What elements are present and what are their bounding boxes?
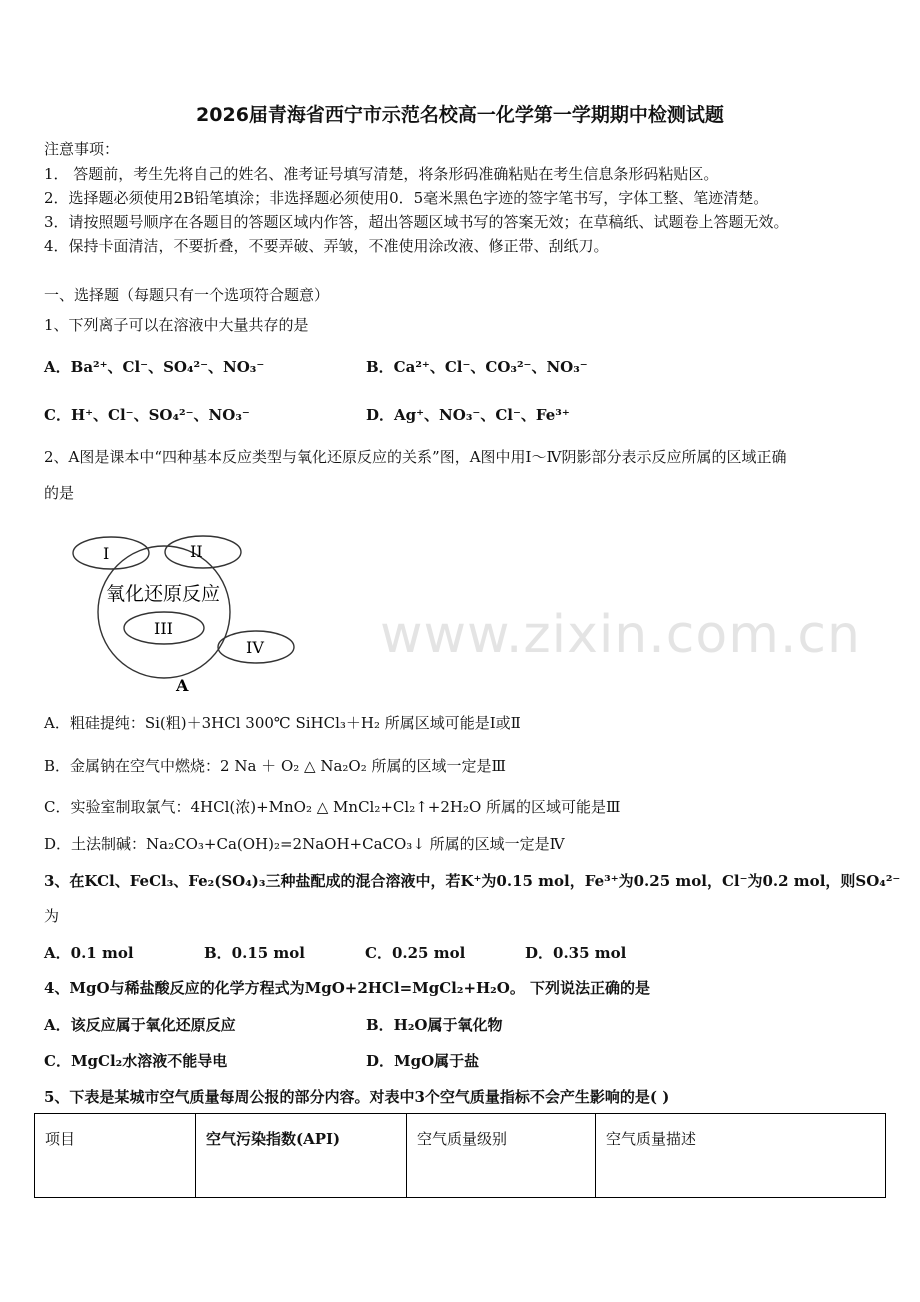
section-heading: 一、选择题（每题只有一个选项符合题意） [44,286,330,304]
redox-label: 氧化还原反应 [106,583,221,605]
table-row [35,1114,886,1198]
q2-option-d: D．土法制碱：Na₂CO₃+Ca(OH)₂=2NaOH+CaCO₃↓ 所属的区域一定是Ⅳ [44,835,565,853]
q1-option-d: D．Ag⁺、NO₃⁻、Cl⁻、Fe³⁺ [366,406,570,424]
q3-option-d: D．0.35 mol [525,944,627,962]
q4-option-c: C．MgCl₂水溶液不能导电 [44,1052,228,1070]
q3-option-c: C．0.25 mol [365,944,466,962]
table-header-cell: 空气质量描述 [596,1114,886,1198]
notice-heading: 注意事项： [44,140,120,158]
region-i-ellipse [73,537,149,569]
q3-stem: 3、在KCl、FeCl₃、Fe₂(SO₄)₃三种盐配成的混合溶液中，若K⁺为0.15 mol，Fe³⁺为0.25 mol，Cl⁻为0.2 mol，则SO₄²⁻ [44,872,901,890]
diagram-caption: A [176,676,189,695]
page-title: 2026届青海省西宁市示范名校高一化学第一学期期中检测试题 [196,104,724,126]
q2-stem-cont: 的是 [44,484,75,502]
table-header-cell: 项目 [35,1114,196,1198]
q3-option-a: A．0.1 mol [44,944,134,962]
q4-option-b: B．H₂O属于氧化物 [366,1016,503,1034]
air-quality-table [34,1113,886,1198]
q2-option-b: B．金属钠在空气中燃烧：2 Na ＋ O₂ △ Na₂O₂ 所属的区域一定是Ⅲ [44,757,506,775]
notice-item: 3．请按照题号顺序在各题目的答题区域内作答，超出答题区域书写的答案无效；在草稿纸、试题卷上答题无效。 [44,213,789,231]
table-header-cell: 空气污染指数(API) [196,1114,407,1198]
q4-option-a: A．该反应属于氧化还原反应 [44,1016,236,1034]
table-header-cell: 空气质量级别 [407,1114,596,1198]
region-iv-label: IV [246,638,264,657]
q2-option-a: A．粗硅提纯：Si(粗)＋3HCl 300℃ SiHCl₃＋H₂ 所属区域可能是Ⅰ或Ⅱ [44,714,521,732]
watermark-text: www.zixin.com.cn [380,605,861,665]
region-ii-label: II [190,542,203,561]
q2-stem: 2、A图是课本中“四种基本反应类型与氧化还原反应的关系”图，A图中用Ⅰ～Ⅳ阴影部分表示反应所属的区域正确 [44,448,787,466]
q2-option-c: C．实验室制取氯气：4HCl(浓)+MnO₂ △ MnCl₂+Cl₂↑+2H₂O 所属的区域可能是Ⅲ [44,798,621,816]
q1-option-b: B．Ca²⁺、Cl⁻、CO₃²⁻、NO₃⁻ [366,358,588,376]
q4-stem: 4、MgO与稀盐酸反应的化学方程式为MgO+2HCl=MgCl₂+H₂O。 下列说法正确的是 [44,979,651,997]
region-iii-label: III [154,619,173,638]
reaction-type-diagram [66,518,306,698]
q5-stem: 5、下表是某城市空气质量每周公报的部分内容。对表中3个空气质量指标不会产生影响的是( ) [44,1088,670,1106]
q1-option-a: A．Ba²⁺、Cl⁻、SO₄²⁻、NO₃⁻ [44,358,265,376]
q1-option-c: C．H⁺、Cl⁻、SO₄²⁻、NO₃⁻ [44,406,250,424]
region-ii-ellipse [165,536,241,568]
notice-item: 4．保持卡面清洁，不要折叠，不要弄破、弄皱，不准使用涂改液、修正带、刮纸刀。 [44,237,609,255]
notice-item: 2．选择题必须使用2B铅笔填涂；非选择题必须使用0．5毫米黑色字迹的签字笔书写，字体工整、笔迹清楚。 [44,189,769,207]
region-i-label: I [103,544,110,563]
q3-stem-cont: 为 [44,907,60,925]
q1-stem: 1、下列离子可以在溶液中大量共存的是 [44,316,309,334]
q4-option-d: D．MgO属于盐 [366,1052,480,1070]
q3-option-b: B．0.15 mol [204,944,306,962]
notice-item: 1． 答题前，考生先将自己的姓名、准考证号填写清楚，将条形码准确粘贴在考生信息条形码粘贴区。 [44,165,719,183]
